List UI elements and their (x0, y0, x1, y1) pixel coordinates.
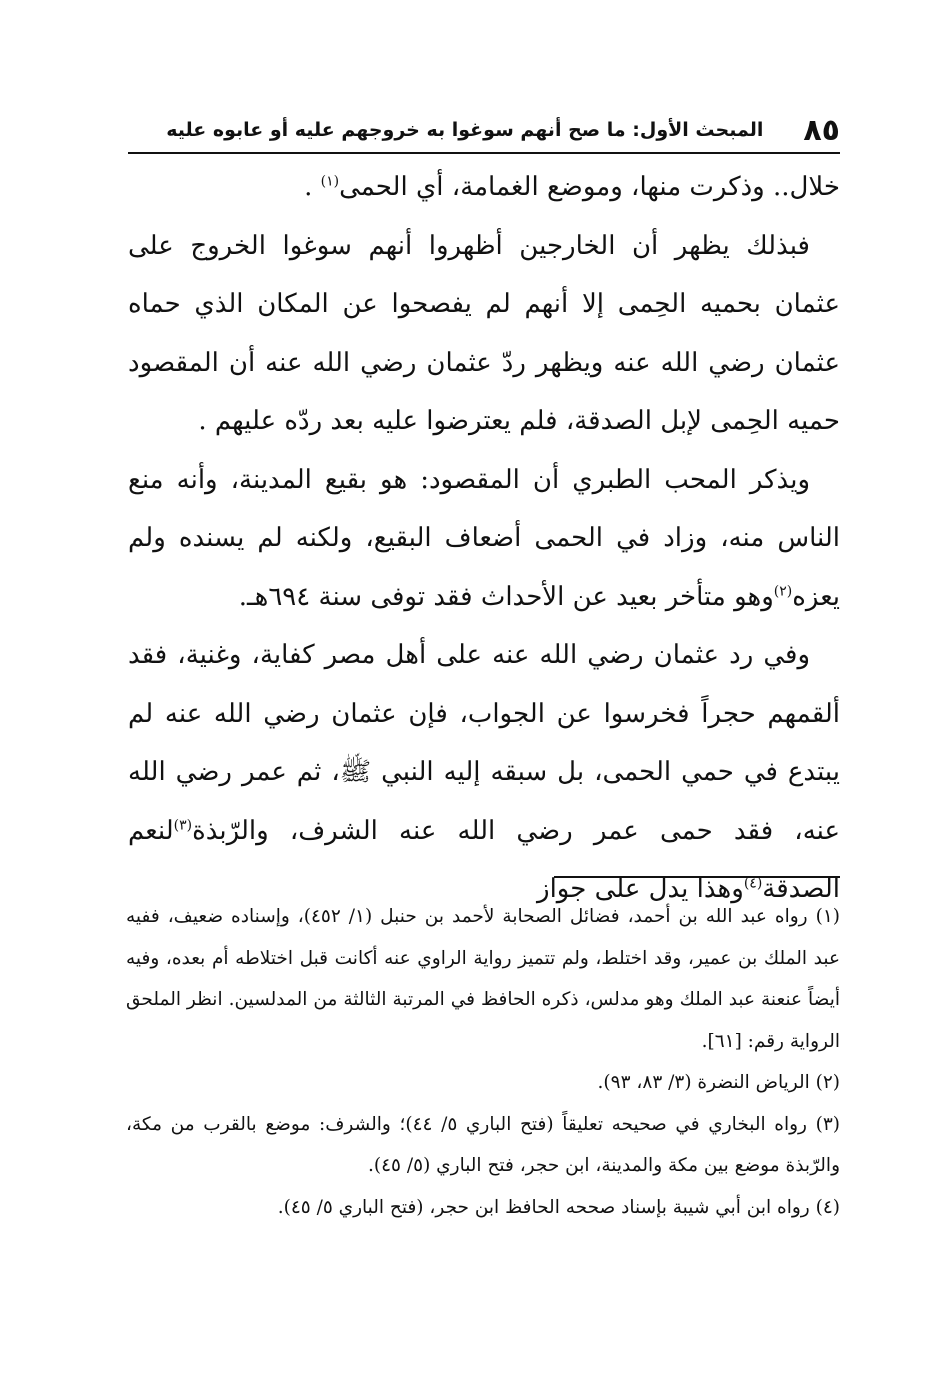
footnote-ref-1[interactable]: (١) (320, 173, 340, 190)
footnote-3: (٣) رواه البخاري في صحيحه تعليقاً (فتح الباري ٥/ ٤٤)؛ والشرف: موضع بالقرب من مكة، والرّبذة موضع بين مكة والمدينة، ابن حجر، فتح الباري (٥/ ٤٥). (126, 1113, 840, 1176)
paragraph-3-part-a: ويذكر المحب الطبري أن المقصود: هو بقيع المدينة، وأنه منع الناس منه، وزاد في الحمى أضعاف البقيع، ولكنه لم يسنده ولم يعزه (128, 464, 840, 612)
paragraph-4-part-c: وهذا يدل على جواز (537, 874, 744, 904)
footnote-divider (554, 876, 840, 878)
paragraph-1-text: خلال.. وذكرت منها، وموضع الغمامة، أي الحمى (339, 172, 840, 202)
footnotes (126, 896, 840, 1228)
page-number: ٨٥ (803, 112, 840, 148)
footnote-ref-4[interactable]: (٤) (743, 875, 763, 892)
paragraph-1 (128, 158, 840, 217)
paragraph-3-part-b: وهو متأخر بعيد عن الأحداث فقد توفى سنة ٦٩٤هـ. (238, 581, 774, 612)
running-title: المبحث الأول: ما صح أنهم سوغوا به خروجهم عليه أو عابوه عليه (166, 119, 764, 141)
paragraph-3 (128, 451, 840, 627)
footnote-2: (٢) الرياض النضرة (٣/ ٨٣، ٩٣). (597, 1072, 840, 1093)
paragraph-4-part-a: وفي رد عثمان رضي الله عنه على أهل مصر كفاية، وغنية، فقد ألقمهم حجراً فخرسوا عن الجواب، فإن عثمان رضي الله عنه لم يبتدع في حمي الحمى، بل سبقه إليه النبي ﷺ، ثم عمر رضي الله عنه، فقد حمى عمر رضي الله عنه الشرف، والرّبذة (128, 640, 840, 846)
paragraph-4 (128, 626, 840, 919)
paragraph-1-tail: . (304, 172, 321, 202)
footnote-1: (١) رواه عبد الله بن أحمد، فضائل الصحابة لأحمد بن حنبل (١/ ٤٥٢)، وإسناده ضعيف، ففيه عبد الملك بن عمير، وقد اختلط، ولم تتميز رواية الراوي عنه أكانت قبل اختلاطه أم بعده، وفيه أيضاً عنعنة عبد الملك وهو مدلس، ذكره الحافظ في المرتبة الثالثة من المدلسين. انظر الملحق الرواية رقم: [٦١]. (126, 906, 840, 1052)
main-text (128, 158, 840, 919)
paragraph-4-part-b: لنعم الصدقة (128, 815, 840, 904)
paragraph-2: فبذلك يظهر أن الخارجين أظهروا أنهم سوغوا الخروج على عثمان بحميه الحِمى إلا أنهم لم يفصحوا عن المكان الذي حماه عثمان رضي الله عنه ويظهر ردّ عثمان رضي الله عنه أن المقصود حميه الحِمى لإبل الصدقة، فلم يعترضوا عليه بعد ردّه عليهم . (128, 230, 840, 436)
running-header (128, 108, 840, 154)
footnote-ref-2[interactable]: (٢) (773, 582, 793, 599)
footnote-ref-3[interactable]: (٣) (173, 816, 193, 833)
footnote-4: (٤) رواه ابن أبي شيبة بإسناد صححه الحافظ ابن حجر، (فتح الباري ٥/ ٤٥). (277, 1196, 840, 1218)
